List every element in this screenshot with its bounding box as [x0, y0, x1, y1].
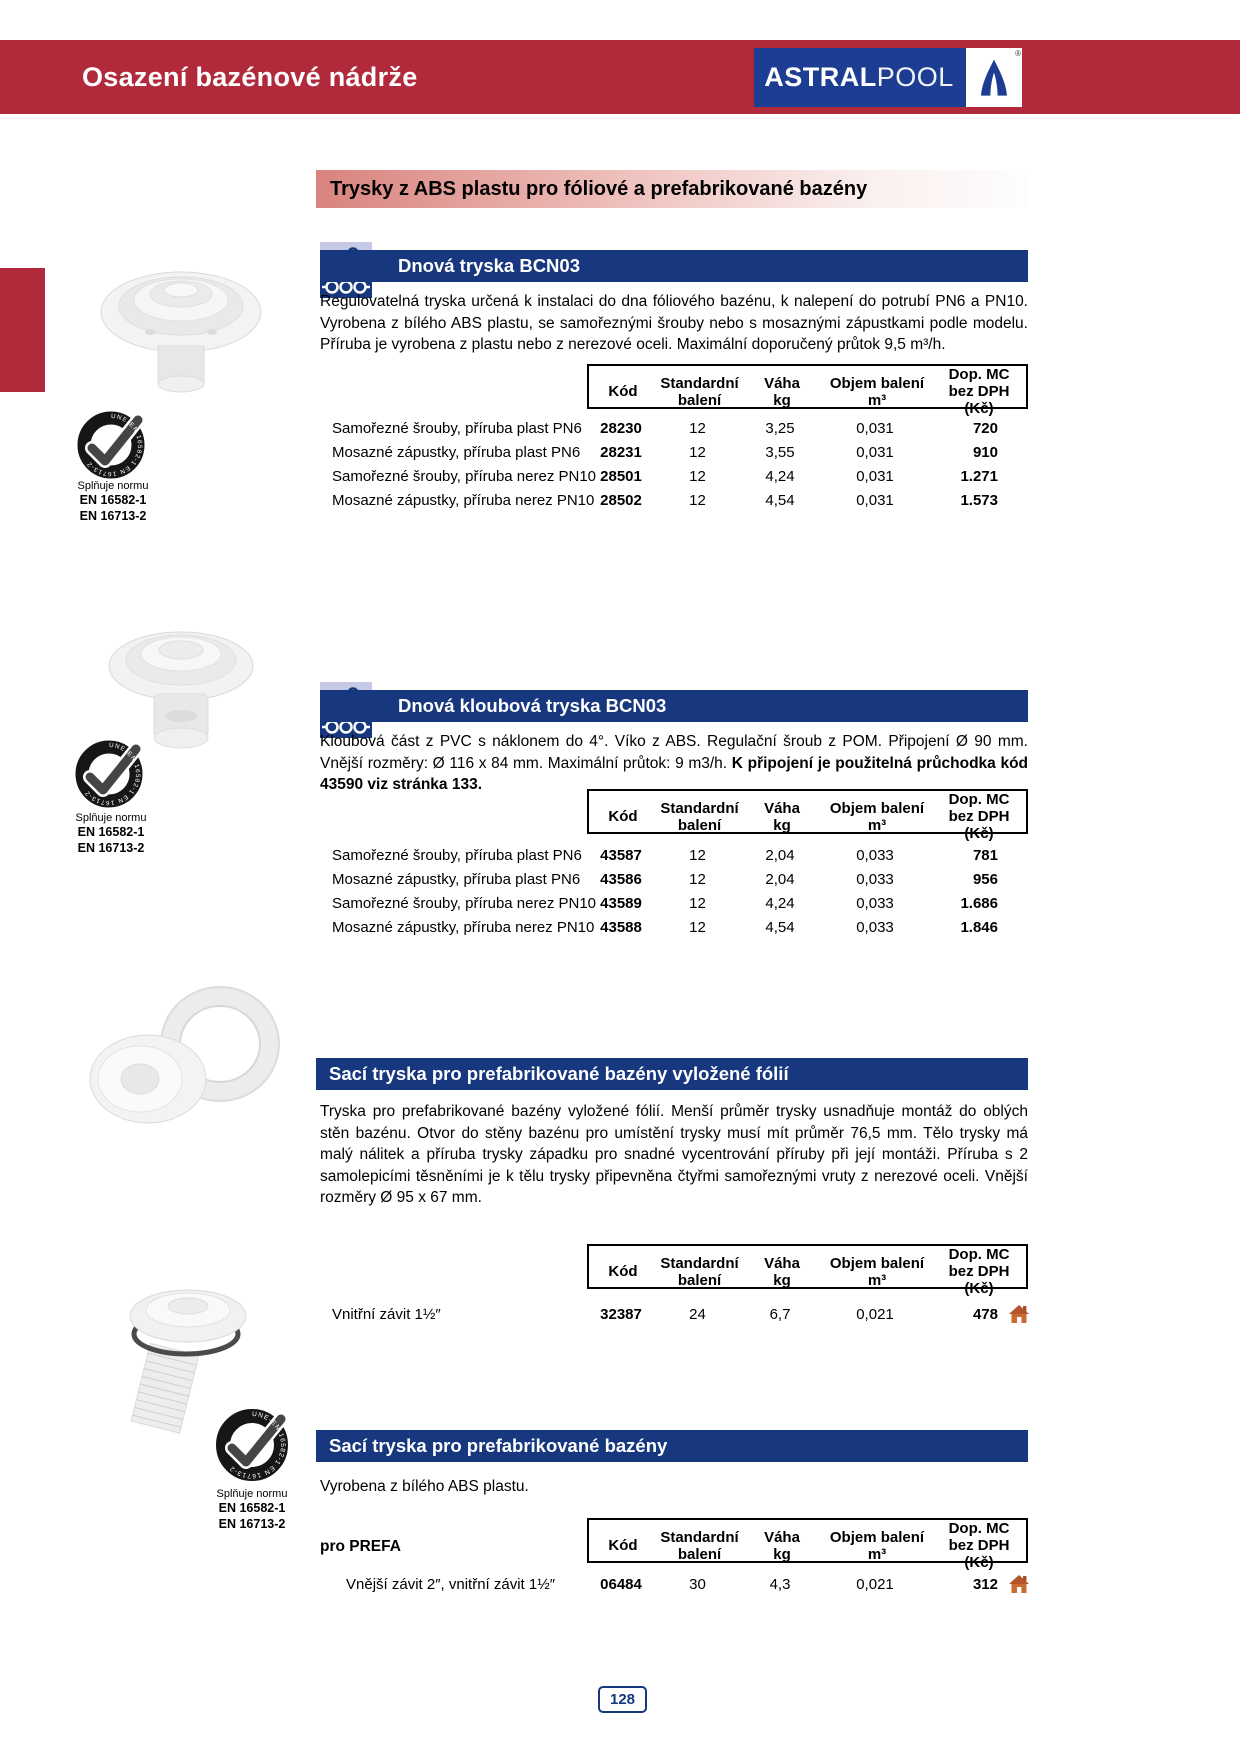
table-row: Samořezné šrouby, příruba nerez PN10 28501 12 4,24 0,031 1.271: [332, 467, 998, 485]
col-vaha: Váha kg: [764, 374, 800, 409]
col-dop-mc: Dop. MC bez DPH (Kč): [948, 791, 1010, 842]
section-description: Vyrobena z bílého ABS plastu.: [320, 1478, 529, 1495]
table-row: Mosazné zápustky, příruba nerez PN10 43588 12 4,54 0,033 1.846: [332, 918, 998, 936]
table-header: [587, 789, 1028, 842]
certification-norms: Splňuje normu EN 16582-1 EN 16713-2: [216, 1488, 288, 1531]
certification-stamp-icon: [213, 1406, 291, 1484]
section-header-dnova-kloubova-tryska: [320, 690, 1028, 722]
certification-stamp-icon: [74, 408, 148, 482]
table-row: Samořezné šrouby, příruba plast PN6 43587 12 2,04 0,033 781: [332, 846, 998, 864]
col-objem-baleni: Objem balení m³: [829, 1254, 925, 1289]
left-margin-tab: [0, 268, 45, 392]
table-row: Samořezné šrouby, příruba plast PN6 28230 12 3,25 0,031 720: [332, 419, 998, 437]
table-row: Vnější závit 2″, vnitřní závit 1½″ 06484 30 4,3 0,021 312: [320, 1572, 1028, 1596]
col-vaha: Váha kg: [764, 799, 800, 834]
product-table: [320, 1572, 1028, 1596]
certification-stamp-icon: [72, 737, 146, 811]
col-standardni-baleni: Standardní balení: [660, 799, 739, 834]
product-table: [320, 1302, 1028, 1326]
registered-mark: ®: [1015, 49, 1021, 58]
col-standardni-baleni: Standardní balení: [660, 1528, 739, 1563]
header-band: [0, 40, 1240, 114]
main-section-title: Trysky z ABS plastu pro fóliové a prefabrikované bazény: [316, 170, 1028, 208]
page-title: Osazení bazénové nádrže: [82, 61, 418, 92]
col-standardni-baleni: Standardní balení: [660, 1254, 739, 1289]
col-vaha: Váha kg: [764, 1254, 800, 1289]
col-kod: Kód: [608, 808, 638, 825]
table-row: Mosazné zápustky, příruba nerez PN10 28502 12 4,54 0,031 1.573: [332, 491, 998, 509]
table-header: [587, 1244, 1028, 1297]
col-dop-mc: Dop. MC bez DPH (Kč): [948, 1520, 1010, 1571]
table-row: Mosazné zápustky, příruba plast PN6 28231 12 3,55 0,031 910: [332, 443, 998, 461]
logo-pool-text: POOL: [876, 62, 954, 92]
house-icon: [1007, 1574, 1031, 1594]
col-kod: Kód: [608, 383, 638, 400]
pro-prefa-label: pro PREFA: [320, 1538, 401, 1555]
col-kod: Kód: [608, 1537, 638, 1554]
col-kod: Kód: [608, 1263, 638, 1280]
col-objem-baleni: Objem balení m³: [829, 374, 925, 409]
product-photo-saci-tryska-folie: [82, 982, 282, 1138]
product-photo-dnova-tryska: [92, 244, 270, 394]
table-header: [587, 364, 1028, 417]
section-description: Kloubová část z PVC s náklonem do 4°. Víko z ABS. Regulační šroub z POM. Připojení Ø 90 mm. Vnější rozměry: Ø 116 x 84 mm. Maximální průtok: 9 m3/h. K připojení je použitelná průchodka kód 43590 viz stránka 133.: [320, 733, 1029, 793]
astralpool-a-icon: [976, 57, 1012, 99]
section-header-dnova-tryska: [320, 250, 1028, 282]
col-objem-baleni: Objem balení m³: [829, 799, 925, 834]
product-table: [320, 416, 1028, 512]
section-title: Sací tryska pro prefabrikované bazény vyložené fólií: [329, 1063, 789, 1084]
svg-text:UNE-EN 16582-1 EN 16713-2: UNE-EN 16582-1 EN 16713-2: [228, 1410, 287, 1480]
certification-norms: Splňuje normu EN 16582-1 EN 16713-2: [75, 812, 147, 855]
table-row: Samořezné šrouby, příruba nerez PN10 43589 12 4,24 0,033 1.686: [332, 894, 998, 912]
table-header: [587, 1518, 1028, 1571]
table-row: Mosazné zápustky, příruba plast PN6 43586 12 2,04 0,033 956: [332, 870, 998, 888]
logo-astral-text: ASTRAL: [764, 62, 877, 92]
section-header-saci-tryska-prefa: [316, 1430, 1028, 1462]
section-title: Sací tryska pro prefabrikované bazény: [329, 1435, 668, 1456]
svg-text:UNE-EN 16582-1 EN 16713-2: UNE-EN 16582-1 EN 16713-2: [83, 741, 142, 807]
table-row: Vnitřní závit 1½″ 32387 24 6,7 0,021 478: [320, 1302, 1028, 1326]
col-standardni-baleni: Standardní balení: [660, 374, 739, 409]
section-description: Regulovatelná tryska určená k instalaci do dna fóliového bazénu, k nalepení do potrubí PN6 a PN10. Vyrobena z bílého ABS plastu, se samořeznými šrouby nebo s mosaznými zápustkami podle modelu. Příruba je vyrobena z plastu nebo z nerezové oceli. Maximální doporučený průtok 9,5 m³/h.: [320, 293, 1028, 353]
house-icon: [1007, 1304, 1031, 1324]
section-description: Tryska pro prefabrikované bazény vyložené fólií. Menší průměr trysky usnadňuje montáž do oblých stěn bazénu. Otvor do stěny bazénu pro umístění trysky musí mít průměr 76,5 mm. Tělo trysky má malý nálitek a příruba trysky západku pro snadné vycentrování příruby při její montáži. Příruba s 2 samolepicími těsněními je k tělu trysky připevněna čtyřmi samořeznými vruty z nerezové oceli. Vnější rozměry Ø 95 x 67 mm.: [320, 1103, 1028, 1206]
section-title: Dnová tryska BCN03: [398, 255, 580, 276]
col-dop-mc: Dop. MC bez DPH (Kč): [948, 1246, 1010, 1297]
page-number: 128: [598, 1686, 647, 1713]
svg-text:UNE-EN 16582-1 EN 16713-2: UNE-EN 16582-1 EN 16713-2: [85, 412, 144, 478]
col-vaha: Váha kg: [764, 1528, 800, 1563]
certification-norms: Splňuje normu EN 16582-1 EN 16713-2: [77, 480, 149, 523]
astralpool-logo-text: [754, 48, 964, 107]
section-header-saci-tryska-folie: [316, 1058, 1028, 1090]
col-dop-mc: Dop. MC bez DPH (Kč): [948, 366, 1010, 417]
product-table: [320, 843, 1028, 939]
product-photo-dnova-kloubova-tryska: [96, 606, 266, 758]
astralpool-emblem-icon: [964, 48, 1022, 107]
astralpool-logo: [754, 48, 1022, 107]
section-title: Dnová kloubová tryska BCN03: [398, 695, 667, 716]
col-objem-baleni: Objem balení m³: [829, 1528, 925, 1563]
